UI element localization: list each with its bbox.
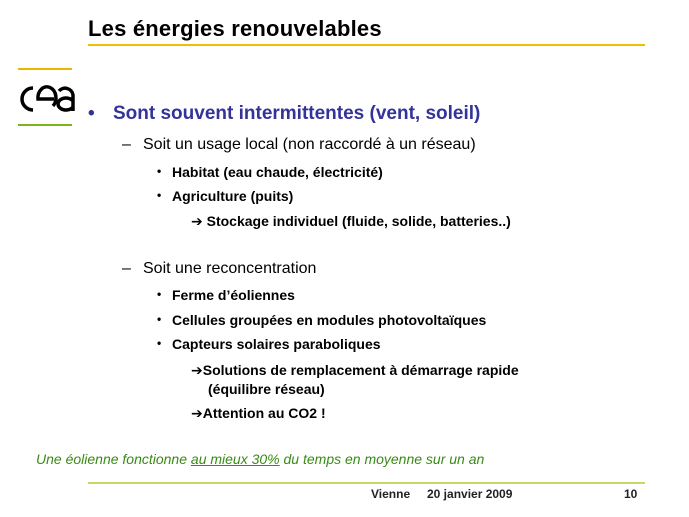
- footnote: Une éolienne fonctionne au mieux 30% du temps en moyenne sur un an: [36, 451, 485, 467]
- cea-logo-mark-icon: [16, 82, 76, 116]
- dash-icon: –: [122, 136, 131, 153]
- section1-consequence-text: Stockage individuel (fluide, solide, batteries..): [206, 213, 511, 229]
- section2-consequence-1: [191, 362, 519, 379]
- footer-date: 20 janvier 2009: [427, 487, 513, 501]
- dot-icon: •: [157, 287, 162, 301]
- logo-top-bar: [18, 68, 72, 70]
- dot-icon: •: [157, 164, 162, 178]
- section2-consequence-1-text: Solutions de remplacement à démarrage rapide: [202, 362, 519, 378]
- dot-icon: •: [157, 336, 162, 350]
- section2-consequence-2: [191, 405, 326, 422]
- section2-consequence-2-text: Attention au CO2 !: [202, 405, 326, 421]
- main-bullet-text: Sont souvent intermittentes (vent, soleil): [113, 103, 481, 124]
- footnote-emphasis: au mieux 30%: [190, 451, 280, 467]
- slide-title: Les énergies renouvelables: [88, 16, 382, 41]
- page-number: 10: [624, 487, 638, 501]
- dot-icon: •: [157, 188, 162, 202]
- arrow-right-icon: ➔: [191, 213, 203, 229]
- bullet-icon: •: [88, 103, 95, 124]
- footer-divider: [88, 482, 645, 484]
- dash-icon: –: [122, 260, 131, 277]
- cea-logo: [14, 68, 76, 128]
- footer-place: Vienne: [371, 487, 411, 501]
- section2-consequence-1-line2: (équilibre réseau): [208, 381, 325, 397]
- dot-icon: •: [157, 312, 162, 326]
- logo-bottom-bar: [18, 124, 72, 126]
- section2-heading-text: Soit une reconcentration: [143, 260, 317, 277]
- section1-heading-text: Soit un usage local (non raccordé à un réseau): [143, 136, 476, 153]
- section1-consequence: [191, 213, 511, 230]
- arrow-right-icon: ➔: [191, 405, 203, 421]
- arrow-right-icon: ➔: [191, 362, 203, 378]
- title-divider: [88, 44, 645, 46]
